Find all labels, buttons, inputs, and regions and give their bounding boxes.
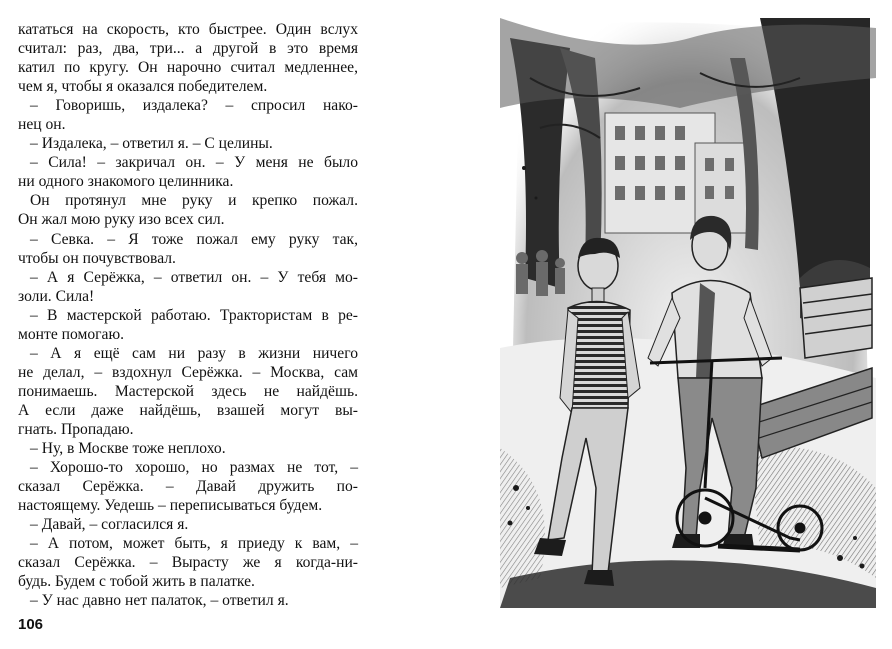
text-column (18, 20, 358, 610)
text-line: гнать. Пропадаю. (18, 420, 134, 438)
text-line: Он жал мою руку изо всех сил. (18, 211, 225, 229)
text-line: будь. Будем с тобой жить в палатке. (18, 573, 255, 591)
text-line: сказал Серёжка. – Вырасту же я когда-ни- (18, 554, 358, 572)
text-line: – Говоришь, издалека? – спросил нако- (30, 97, 358, 115)
text-line: – У нас давно нет палаток, – ответил я. (30, 592, 289, 610)
text-line: – А потом, может быть, я приеду к вам, – (30, 535, 358, 553)
text-line: золи. Сила! (18, 287, 95, 305)
text-line: кататься на скорость, кто быстрее. Один вслух (18, 21, 358, 38)
text-line: – А я Серёжка, – ответил он. – У тебя мо- (30, 268, 358, 286)
text-line: сказал Серёжка. – Давай дружить по- (18, 478, 358, 496)
text-line: – Хорошо-то хорошо, но размах не тот, – (30, 459, 358, 477)
text-line: не делал, – вздохнул Серёжка. – Москва, сам (18, 363, 358, 381)
page-number: 106 (18, 616, 44, 633)
text-line: настоящему. Уедешь – переписываться будем. (18, 497, 323, 515)
text-line: нец он. (18, 116, 66, 134)
text-line: чтобы он почувствовал. (18, 249, 176, 267)
text-line: понимаешь. Мастерской здесь не найдёшь. (18, 382, 358, 400)
text-line: – А я ещё сам ни разу в жизни ничего (30, 344, 358, 362)
text-line: А если даже найдёшь, взашей могут вы- (18, 401, 358, 419)
text-line: Он протянул мне руку и крепко пожал. (30, 192, 358, 210)
text-line: считал: раз, два, три... а другой в это время (18, 40, 358, 58)
text-line: – Сила! – закричал он. – У меня не было (30, 154, 358, 172)
text-line: ни одного знакомого целинника. (18, 173, 234, 191)
text-line: чем я, чтобы я оказался победителем. (18, 78, 268, 96)
text-line: катил по кругу. Он нарочно считал медленнее, (18, 59, 358, 77)
text-line: – Севка. – Я тоже пожал ему руку так, (30, 230, 358, 248)
text-line: – Ну, в Москве тоже неплохо. (30, 440, 226, 458)
text-line: – В мастерской работаю. Трактористам в ре- (30, 306, 358, 324)
text-line: – Давай, – согласился я. (30, 516, 189, 534)
text-line: – Издалека, – ответил я. – С целины. (30, 135, 273, 153)
text-line: монте помогаю. (18, 325, 125, 343)
illustration-two-boys-scooter (500, 18, 876, 608)
